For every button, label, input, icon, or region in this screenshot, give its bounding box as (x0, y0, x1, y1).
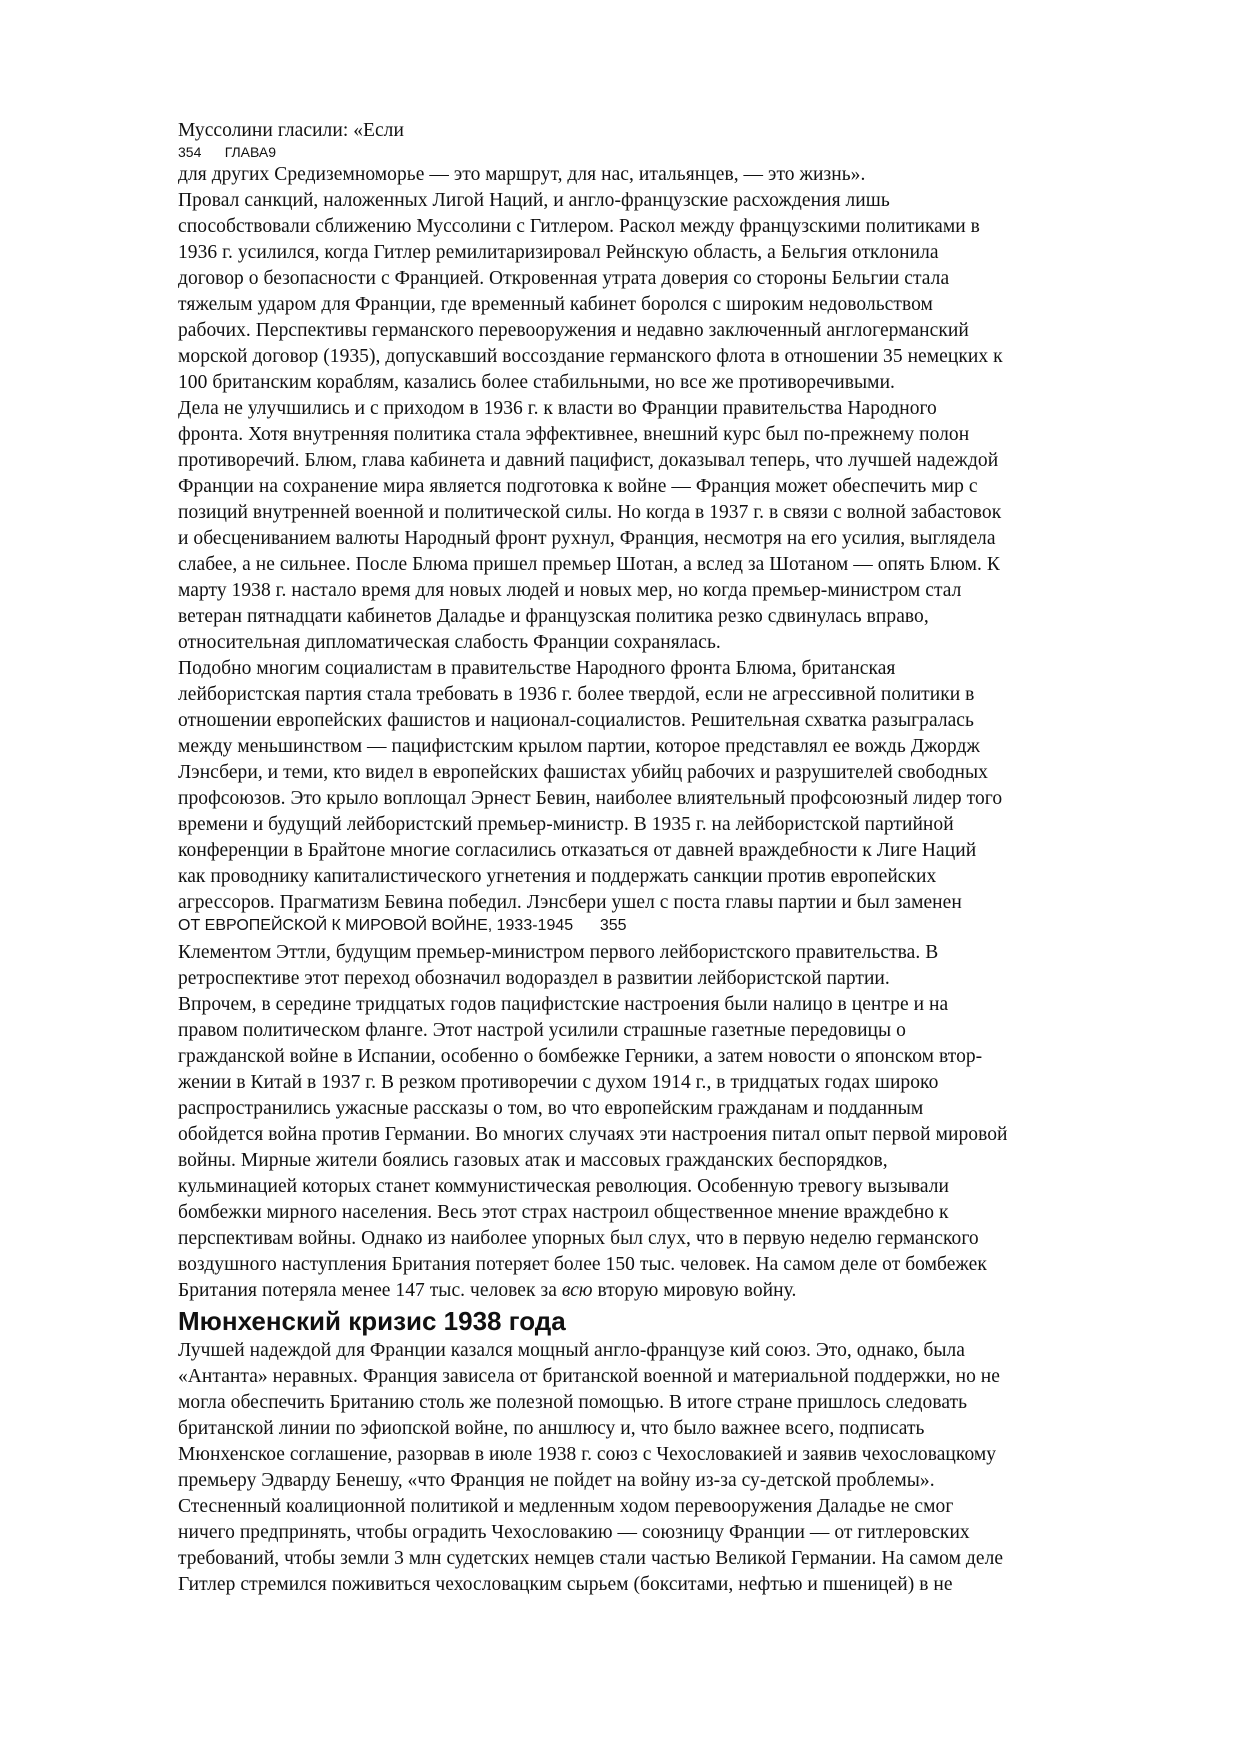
body-block-1 (178, 162, 1178, 916)
text-line: тяжелым ударом для Франции, где временный кабинет боролся с широким недовольством (178, 294, 933, 315)
italic-emphasis: всю (561, 1280, 593, 1301)
text-line: перспективам войны. Однако из наиболее упорных был слух, что в первую неделю германского (178, 1228, 979, 1249)
text-line: как проводнику капиталистического угнетения и поддержать санкции против европейских (178, 866, 937, 887)
text-line: «Антанта» неравных. Франция зависела от британской военной и материальной поддержки, но не (178, 1366, 1000, 1387)
text-line: Подобно многим социалистам в правительстве Народного фронта Блюма, британская (178, 658, 896, 679)
text-line: относительная дипломатическая слабость Франции сохранялась. (178, 632, 721, 653)
text-line: для других Средиземноморье — это маршрут, для нас, итальянцев, — это жизнь». (178, 164, 866, 185)
text-line: лейбористская партия стала требовать в 1936 г. более твердой, если не агрессивной политики в (178, 684, 975, 705)
text-line: кульминацией которых станет коммунистическая революция. Особенную тревогу вызывали (178, 1176, 949, 1197)
text-line: бомбежки мирного населения. Весь этот страх настроил общественное мнение враждебно к (178, 1202, 949, 1223)
text-line: гражданской войне в Испании, особенно о бомбежке Герники, а затем новости о японском втор- (178, 1046, 983, 1067)
text-line: воздушного наступления Британия потеряет более 150 тыс. человек. На самом деле от бомбежек (178, 1254, 987, 1275)
text-line: требований, чтобы земли 3 млн судетских немцев стали частью Великой Германии. На самом деле (178, 1548, 1004, 1569)
text-line: 100 британским кораблям, казались более стабильными, но все же противоречивыми. (178, 372, 895, 393)
document-page (178, 118, 1178, 1598)
text-line: Лучшей надеждой для Франции казался мощный англо-французе кий союз. Это, однако, была (178, 1340, 965, 1361)
text-line: способствовали сближению Муссолини с Гитлером. Раскол между французскими политиками в (178, 216, 980, 237)
text-line: распространились ужасные рассказы о том, во что европейским гражданам и подданным (178, 1098, 924, 1119)
text-line: отношении европейских фашистов и национал-социалистов. Решительная схватка разыгралась (178, 710, 974, 731)
text-line: Клементом Эттли, будущим премьер-министром первого лейбористского правительства. В (178, 942, 939, 963)
text-line: Провал санкций, наложенных Лигой Наций, и англо-французские расхождения лишь (178, 190, 890, 211)
text-line: времени и будущий лейбористский премьер-министр. В 1935 г. на лейбористской партийной (178, 814, 954, 835)
text-line: Лэнсбери, и теми, кто видел в европейских фашистах убийц рабочих и разрушителей свободных (178, 762, 988, 783)
text-line: ветеран пятнадцати кабинетов Даладье и французская политика резко сдвинулась вправо, (178, 606, 929, 627)
running-header-right: ОТ ЕВРОПЕЙСКОЙ К МИРОВОЙ ВОЙНЕ, 1933-1945 355 (178, 917, 627, 934)
body-block-3 (178, 1338, 1178, 1598)
text-span: вторую мировую войну. (592, 1280, 797, 1301)
text-line: Муссолини гласили: «Если (178, 120, 404, 141)
text-line: премьеру Эдварду Бенешу, «что Франция не пойдет на войну из-за су-детской проблемы». (178, 1470, 935, 1491)
text-line: войны. Мирные жители боялись газовых атак и массовых гражданских беспорядков, (178, 1150, 888, 1171)
text-line: агрессоров. Прагматизм Бевина победил. Лэнсбери ушел с поста главы партии и был заменен (178, 892, 962, 913)
text-line: между меньшинством — пацифистским крылом партии, которое представлял ее вождь Джордж (178, 736, 980, 757)
text-line: жении в Китай в 1937 г. В резком противоречии с духом 1914 г., в тридцатых годах широко (178, 1072, 939, 1093)
text-line: британской линии по эфиопской войне, по аншлюсу и, что было важнее всего, подписать (178, 1418, 925, 1439)
text-line: морской договор (1935), допускавший воссоздание германского флота в отношении 35 немецких к (178, 346, 1003, 367)
body-block-2 (178, 940, 1178, 1304)
section-heading: Мюнхенский кризис 1938 года (178, 1306, 566, 1336)
text-line: фронта. Хотя внутренняя политика стала эффективнее, внешний курс был по-прежнему полон (178, 424, 970, 445)
text-line: слабее, а не сильнее. После Блюма пришел премьер Шотан, а вслед за Шотаном — опять Блюм. К (178, 554, 1000, 575)
text-line: 1936 г. усилился, когда Гитлер ремилитаризировал Рейнскую область, а Бельгия отклонила (178, 242, 939, 263)
text-line (178, 1278, 1178, 1304)
text-line: Гитлер стремился поживиться чехословацким сырьем (бокситами, нефтью и пшеницей) в не (178, 1574, 953, 1595)
text-line: Стесненный коалиционной политикой и медленным ходом перевооружения Даладье не смог (178, 1496, 954, 1517)
text-line: Мюнхенское соглашение, разорвав в июле 1938 г. союз с Чехословакией и заявив чехословацкому (178, 1444, 997, 1465)
text-line: ретроспективе этот переход обозначил водораздел в развитии лейбористской партии. (178, 968, 890, 989)
text-line: правом политическом фланге. Этот настрой усилили страшные газетные передовицы о (178, 1020, 906, 1041)
text-span: Британия потеряла менее 147 тыс. человек за (178, 1280, 562, 1301)
running-header-left: 354 ГЛАВА9 (178, 144, 277, 160)
text-line: профсоюзов. Это крыло воплощал Эрнест Бевин, наиболее влиятельный профсоюзный лидер того (178, 788, 1003, 809)
text-line: противоречий. Блюм, глава кабинета и давний пацифист, доказывал теперь, что лучшей надеждой (178, 450, 999, 471)
text-line: Дела не улучшились и с приходом в 1936 г. к власти во Франции правительства Народного (178, 398, 937, 419)
text-line: Впрочем, в середине тридцатых годов пацифистские настроения были налицо в центре и на (178, 994, 949, 1015)
text-line: Франции на сохранение мира является подготовка к войне — Франция может обеспечить мир с (178, 476, 978, 497)
text-line: ничего предпринять, чтобы оградить Чехословакию — союзницу Франции — от гитлеровских (178, 1522, 970, 1543)
text-line: могла обеспечить Британию столь же полезной помощью. В итоге стране пришлось следовать (178, 1392, 968, 1413)
text-line: конференции в Брайтоне многие согласились отказаться от давней враждебности к Лиге Наций (178, 840, 977, 861)
text-line: позиций внутренней военной и политической силы. Но когда в 1937 г. в связи с волной забастовок (178, 502, 1002, 523)
text-line: марту 1938 г. настало время для новых людей и новых мер, но когда премьер-министром стал (178, 580, 962, 601)
text-line: договор о безопасности с Францией. Откровенная утрата доверия со стороны Бельгии стала (178, 268, 950, 289)
text-line: рабочих. Перспективы германского перевооружения и недавно заключенный англогерманский (178, 320, 969, 341)
text-line: и обесцениванием валюты Народный фронт рухнул, Франция, несмотря на его усилия, выглядела (178, 528, 996, 549)
text-line: обойдется война против Германии. Во многих случаях эти настроения питал опыт первой мировой (178, 1124, 1008, 1145)
